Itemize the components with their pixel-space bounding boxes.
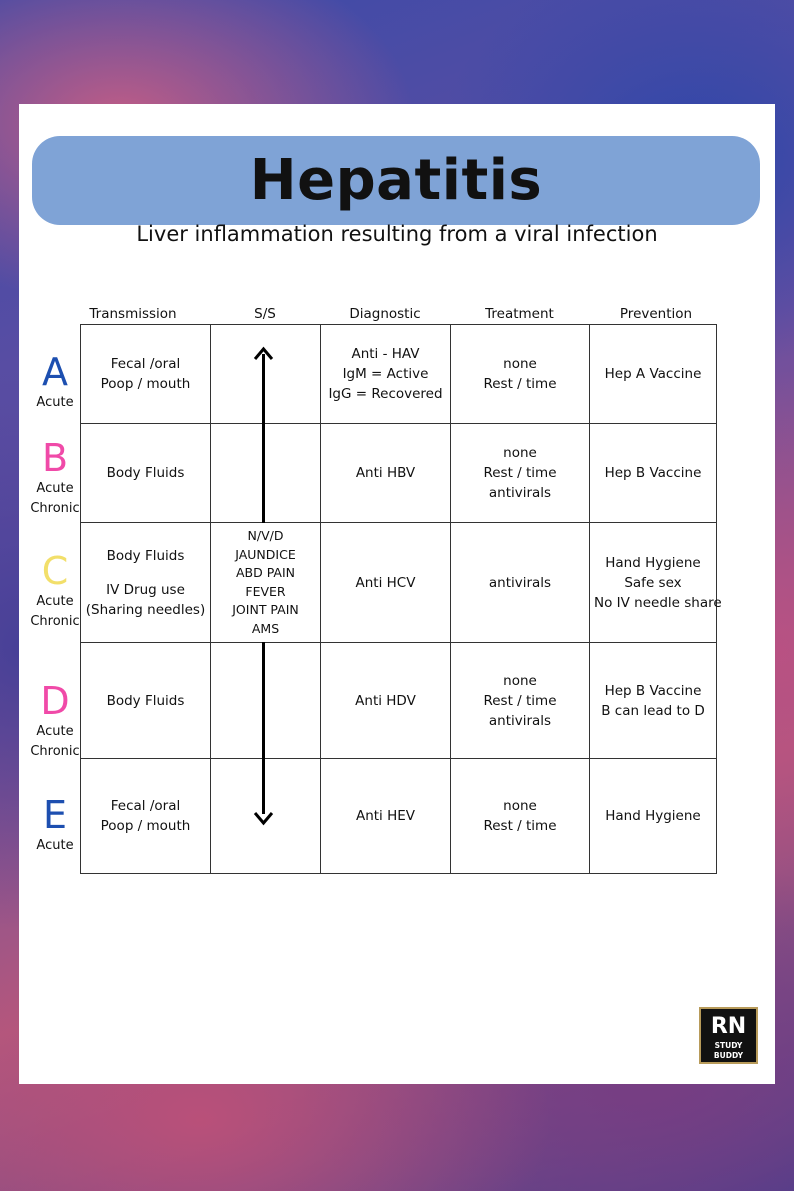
cell-text: IV Drug use <box>106 581 185 598</box>
cell-text: Hand Hygiene <box>605 554 701 571</box>
cell-text: Anti HBV <box>355 465 416 481</box>
cell-text: Hand Hygiene <box>605 808 701 824</box>
cell-text: B can lead to D <box>601 702 705 719</box>
hepatitis-letter-a: A <box>42 350 68 394</box>
column-header-diagnostic: Diagnostic <box>349 306 421 322</box>
prevention-cell <box>590 759 717 874</box>
arrow-down-icon <box>252 810 275 826</box>
symptoms-list <box>230 523 301 642</box>
table-row <box>81 523 717 643</box>
cell-text: No IV needle share <box>594 594 722 611</box>
cell-text: none <box>503 798 537 814</box>
row-label-d <box>29 680 81 762</box>
prevention-cell <box>590 325 717 424</box>
cell-text: Anti HCV <box>355 574 416 591</box>
diagnostic-cell <box>321 424 451 523</box>
column-header-prevention: Prevention <box>619 306 693 322</box>
treatment-cell <box>451 523 590 643</box>
page-title: Hepatitis <box>249 148 543 213</box>
cell-text: antivirals <box>488 485 552 501</box>
symptom-item: JOINT PAIN <box>232 602 299 617</box>
diagnostic-cell <box>321 759 451 874</box>
row-label-b <box>29 437 81 519</box>
cell-text: (Sharing needles) <box>85 601 206 618</box>
cell-text: Poop / mouth <box>100 818 191 834</box>
hepatitis-letter-d: D <box>40 679 70 723</box>
page-subtitle: Liver inflammation resulting from a viral infection <box>136 222 658 246</box>
diagnostic-cell <box>321 325 451 424</box>
treatment-cell <box>451 643 590 759</box>
table-row <box>81 325 717 424</box>
cell-text: none <box>503 445 537 461</box>
cell-text: antivirals <box>488 574 552 591</box>
cell-text: Body Fluids <box>106 692 185 709</box>
symptoms-cell <box>211 523 321 643</box>
cell-text: Anti HDV <box>355 692 416 709</box>
cell-text: Rest / time <box>483 376 557 392</box>
logo-text: RN <box>710 1014 747 1039</box>
column-header-ss: S/S <box>254 306 276 322</box>
cell-text: Fecal /oral <box>110 356 181 372</box>
transmission-cell <box>81 424 211 523</box>
type-label: Acute <box>36 838 74 853</box>
cell-text: Rest / time <box>483 465 557 481</box>
symptom-item: N/V/D <box>247 528 284 543</box>
title-banner <box>32 136 760 225</box>
type-label: Acute <box>36 395 74 410</box>
cell-text: antivirals <box>488 712 552 729</box>
transmission-cell <box>81 325 211 424</box>
cell-text: Fecal /oral <box>110 798 181 814</box>
transmission-cell <box>81 523 211 643</box>
cell-text: Anti - HAV <box>351 346 420 362</box>
cell-text: none <box>503 672 537 689</box>
cell-text: Body Fluids <box>106 547 185 564</box>
cell-text: Body Fluids <box>106 465 185 481</box>
row-label-e <box>29 794 81 856</box>
transmission-cell <box>81 643 211 759</box>
type-label: Chronic <box>30 614 80 629</box>
symptom-item: JAUNDICE <box>235 546 296 562</box>
type-label: Chronic <box>30 501 80 516</box>
worksheet <box>19 104 775 1084</box>
symptom-item: FEVER <box>245 583 286 599</box>
rn-study-buddy-logo <box>699 1007 758 1064</box>
table-row <box>81 424 717 523</box>
column-header-treatment: Treatment <box>485 306 554 322</box>
type-label: Acute <box>36 481 74 496</box>
cell-text: Anti HEV <box>355 808 416 824</box>
type-label: Chronic <box>30 744 80 759</box>
cell-text: Hep B Vaccine <box>604 465 702 481</box>
cell-text: Hep B Vaccine <box>604 682 702 699</box>
hepatitis-table <box>80 324 722 874</box>
cell-text: Rest / time <box>483 818 557 834</box>
cell-text: Poop / mouth <box>100 376 191 392</box>
symptom-item: AMS <box>251 620 280 636</box>
hepatitis-letter-c: C <box>41 549 69 593</box>
cell-text: none <box>503 356 537 372</box>
symptoms-cell <box>211 424 321 523</box>
cell-text: Hep A Vaccine <box>604 366 702 382</box>
symptoms-cell <box>211 643 321 759</box>
table-row <box>81 759 717 874</box>
treatment-cell <box>451 325 590 424</box>
arrow-up-icon <box>252 346 275 362</box>
prevention-cell <box>590 643 717 759</box>
prevention-cell <box>590 424 717 523</box>
transmission-cell <box>81 759 211 874</box>
prevention-cell <box>590 523 722 643</box>
column-header-transmission: Transmission <box>89 306 177 322</box>
logo-subtext: STUDY BUDDY <box>713 1041 744 1060</box>
hepatitis-letter-e: E <box>42 793 67 837</box>
symptom-item: ABD PAIN <box>235 565 296 580</box>
row-label-c <box>29 550 81 632</box>
table-row <box>81 643 717 759</box>
type-label: Acute <box>36 594 74 609</box>
diagnostic-cell <box>321 643 451 759</box>
treatment-cell <box>451 424 590 523</box>
cell-text: IgG = Recovered <box>328 386 443 402</box>
hepatitis-letter-b: B <box>41 436 69 480</box>
cell-text: Rest / time <box>483 692 557 709</box>
treatment-cell <box>451 759 590 874</box>
cell-text: Safe sex <box>624 574 682 591</box>
row-label-a <box>29 351 81 413</box>
diagnostic-cell <box>321 523 451 643</box>
type-label: Acute <box>36 724 74 739</box>
cell-text: IgM = Active <box>342 366 429 382</box>
symptoms-cell <box>211 325 321 424</box>
